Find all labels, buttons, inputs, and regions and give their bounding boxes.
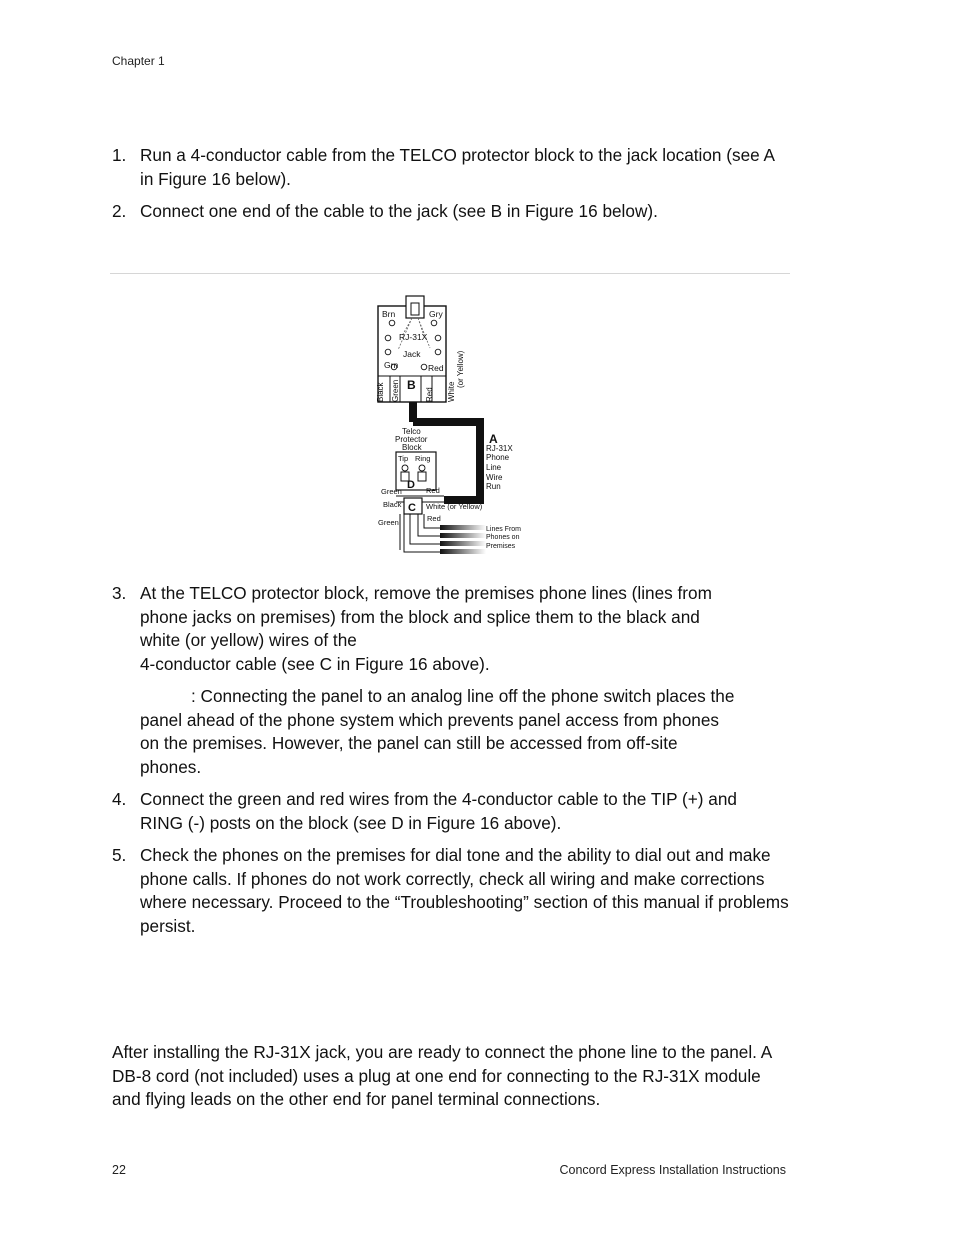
premises-line bbox=[440, 533, 486, 538]
block-title-1: Telco bbox=[402, 427, 421, 436]
jack-slot bbox=[411, 303, 419, 315]
step-number: 5. bbox=[112, 845, 127, 865]
step-number: 3. bbox=[112, 583, 127, 603]
footer-title: Concord Express Installation Instructions bbox=[559, 1163, 786, 1177]
step-text: Connect the green and red wires from the 4-conductor cable to the TIP (+) and RING (-) posts on the block (see D in Figure 16 above). bbox=[140, 789, 737, 833]
lines-from-2: Phones on bbox=[486, 534, 520, 541]
wire-yellow-label: (or Yellow) bbox=[456, 350, 465, 388]
step-2 bbox=[112, 200, 792, 224]
block-letter-c: C bbox=[408, 502, 416, 514]
block-green-1-label: Green bbox=[381, 487, 402, 496]
block-white-label: White (or Yellow) bbox=[426, 502, 483, 511]
wire-white-label: White bbox=[447, 381, 456, 402]
step-text-line: 4-conductor cable (see C in Figure 16 above). bbox=[140, 653, 490, 674]
jack-brn-label: Brn bbox=[382, 309, 396, 319]
step-4 bbox=[112, 788, 774, 835]
closing-paragraph: After installing the RJ-31X jack, you are ready to connect the phone line to the panel. A DB-8 cord (not included) uses a plug at one end for connecting to the RJ-31X module and flying leads on the other end for panel terminal connections. bbox=[112, 1042, 772, 1110]
step-3 bbox=[112, 582, 792, 676]
block-red-2-label: Red bbox=[427, 514, 441, 523]
block-tip-label: Tip bbox=[398, 454, 409, 463]
block-ring-label: Ring bbox=[415, 454, 431, 463]
step-text: Check the phones on the premises for dial tone and the ability to dial out and make phone calls. If phones do not work correctly, check all wiring and make corrections where necessary. Proceed to the “Troubleshooting” section of this manual if problems persist. bbox=[140, 845, 789, 936]
lines-from-1: Lines From bbox=[486, 526, 522, 533]
block-title-3: Block bbox=[402, 443, 422, 452]
note-block bbox=[112, 685, 792, 779]
wire-black-label: Black bbox=[376, 382, 385, 402]
run-line-3: Line bbox=[486, 463, 502, 472]
chapter-header: Chapter 1 bbox=[112, 54, 165, 68]
note-line: : Connecting the panel to an analog line off the phone switch places the bbox=[191, 686, 735, 706]
run-letter-a: A bbox=[489, 432, 498, 446]
note-line: on the premises. However, the panel can still be accessed from off-site bbox=[140, 733, 678, 754]
step-number: 4. bbox=[112, 789, 127, 809]
step-text: Connect one end of the cable to the jack (see B in Figure 16 below). bbox=[140, 201, 658, 221]
note-line: phones. bbox=[140, 756, 202, 777]
jack-letter-b: B bbox=[407, 378, 416, 392]
jack-model-label: RJ-31X bbox=[399, 332, 428, 342]
jack-red-label: Red bbox=[428, 363, 444, 373]
step-text-line: At the TELCO protector block, remove the premises phone lines (lines from bbox=[140, 583, 712, 603]
page-number: 22 bbox=[112, 1163, 126, 1177]
step-number: 1. bbox=[112, 145, 127, 165]
step-5 bbox=[112, 844, 792, 938]
premises-line bbox=[440, 525, 486, 530]
block-letter-d: D bbox=[407, 479, 415, 491]
block-red-1-label: Red bbox=[426, 486, 440, 495]
step-number: 2. bbox=[112, 201, 127, 221]
wire-green-label: Green bbox=[391, 379, 400, 402]
note-line: panel ahead of the phone system which prevents panel access from phones bbox=[140, 709, 720, 730]
wire-red-label: Red bbox=[425, 387, 434, 402]
block-black-label: Black bbox=[383, 500, 402, 509]
section-divider bbox=[110, 273, 790, 274]
run-line-2: Phone bbox=[486, 453, 510, 462]
wiring-diagram-figure bbox=[360, 290, 540, 556]
jack-grn-label: Grn bbox=[384, 360, 399, 370]
lines-from-3: Premises bbox=[486, 543, 516, 550]
step-text-line: phone jacks on premises) from the block and splice them to the black and bbox=[140, 606, 700, 627]
premises-line bbox=[440, 549, 486, 554]
step-1 bbox=[112, 144, 792, 191]
run-line-5: Run bbox=[486, 482, 501, 491]
run-line-1: RJ-31X bbox=[486, 444, 513, 453]
run-line-4: Wire bbox=[486, 473, 503, 482]
step-text-line: white (or yellow) wires of the bbox=[140, 630, 357, 651]
block-green-2-label: Green bbox=[378, 518, 399, 527]
premises-line bbox=[440, 541, 486, 546]
jack-name-label: Jack bbox=[403, 349, 421, 359]
jack-gry-label: Gry bbox=[429, 309, 443, 319]
block-title-2: Protector bbox=[395, 435, 428, 444]
step-text: Run a 4-conductor cable from the TELCO protector block to the jack location (see A in Figure 16 below). bbox=[140, 145, 775, 189]
